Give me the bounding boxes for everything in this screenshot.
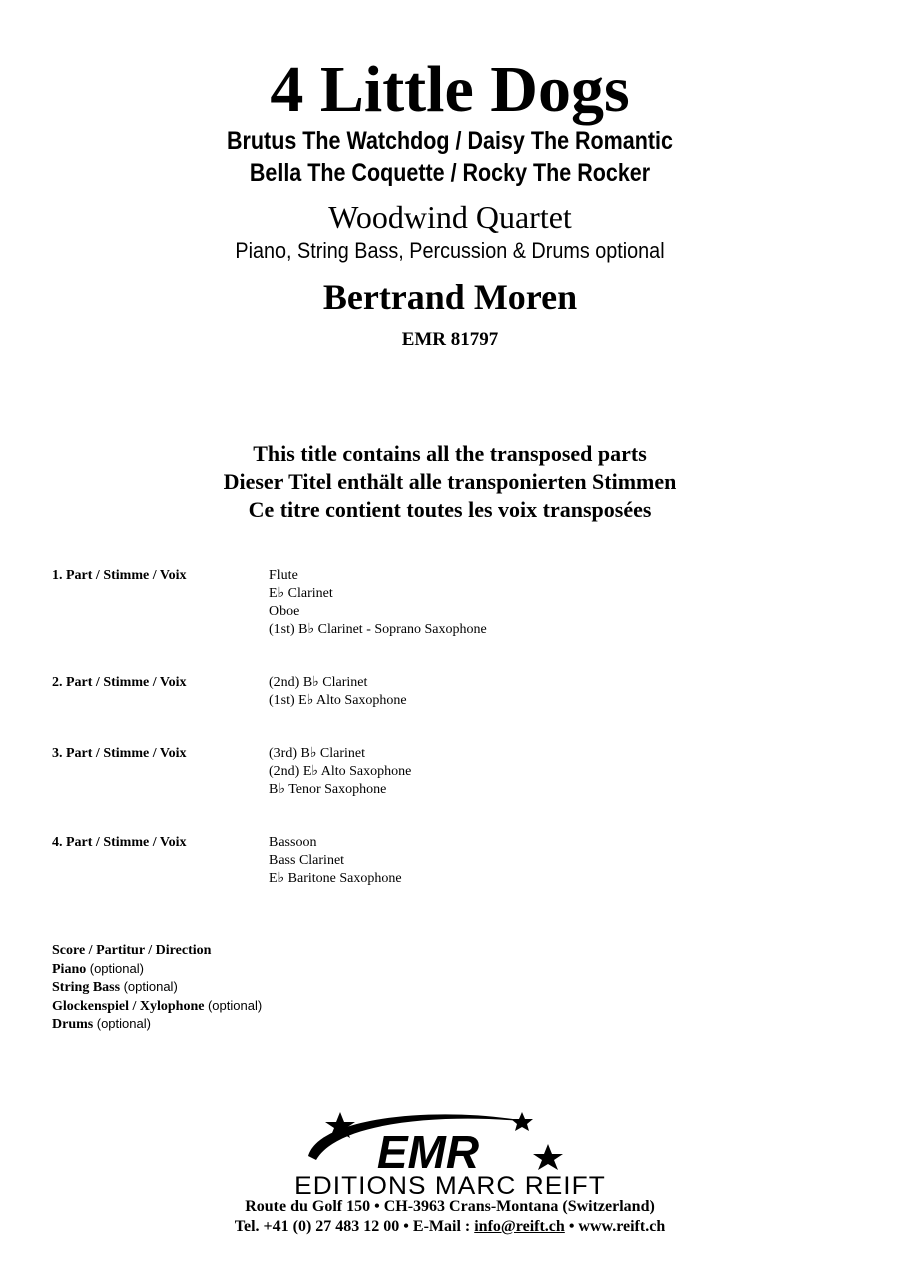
extra-item-note: (optional): [207, 997, 263, 1013]
instrument: Oboe: [269, 604, 300, 619]
instrument: (2nd) B♭ Clarinet: [269, 675, 368, 690]
score-label: Score / Partitur / Direction: [52, 943, 212, 958]
subtitle-line-2: Bella The Coquette / Rocky The Rocker: [249, 159, 651, 187]
email-link[interactable]: info@reift.ch: [474, 1218, 565, 1235]
emr-logo: [300, 1108, 570, 1178]
page-title: 4 Little Dogs: [270, 53, 630, 126]
instrument: E♭ Clarinet: [269, 586, 333, 601]
instrument: (3rd) B♭ Clarinet: [269, 746, 366, 761]
instrument: E♭ Baritone Saxophone: [269, 871, 402, 886]
extra-item: [52, 960, 262, 979]
part-3-label: 3. Part / Stimme / Voix: [52, 746, 187, 761]
part-2-label: 2. Part / Stimme / Voix: [52, 675, 187, 690]
extra-item: [52, 978, 262, 997]
instrument: (1st) E♭ Alto Saxophone: [269, 693, 407, 708]
part-3-instruments: [269, 745, 411, 799]
notice-english: This title contains all the transposed parts: [253, 441, 647, 466]
publisher-contact: [0, 1217, 900, 1237]
composer: Bertrand Moren: [322, 277, 578, 317]
instrument: Flute: [269, 568, 298, 583]
instrument: (1st) B♭ Clarinet - Soprano Saxophone: [269, 622, 487, 637]
extra-item-name: String Bass: [52, 980, 121, 995]
ensemble: Woodwind Quartet: [328, 199, 572, 235]
part-4-label: 4. Part / Stimme / Voix: [52, 835, 187, 850]
extra-item-name: Drums: [52, 1017, 94, 1032]
instrument: Bassoon: [269, 835, 317, 850]
publisher-address: Route du Golf 150 • CH-3963 Crans-Montana (Switzerland): [245, 1198, 655, 1215]
extra-item-name: Glockenspiel / Xylophone: [52, 998, 205, 1014]
optional-instruments: Piano, String Bass, Percussion & Drums optional: [235, 238, 665, 263]
extra-parts-list: [52, 942, 262, 1034]
extra-item: [52, 1015, 262, 1034]
notice-french: Ce titre contient toutes les voix transposées: [248, 497, 652, 522]
notice-german: Dieser Titel enthält alle transponierten Stimmen: [223, 469, 677, 494]
part-4-instruments: [269, 834, 402, 888]
contact-phone: Tel. +41 (0) 27 483 12 00 • E-Mail :: [234, 1218, 475, 1235]
part-2-instruments: [269, 674, 407, 710]
publisher-name: EDITIONS MARC REIFT: [294, 1172, 606, 1200]
part-1-label: 1. Part / Stimme / Voix: [52, 568, 187, 583]
extra-item-note: (optional): [123, 979, 178, 994]
part-1-instruments: [269, 567, 487, 639]
extra-item-note: (optional): [96, 1016, 151, 1031]
logo-text: EMR: [376, 1126, 480, 1178]
instrument: B♭ Tenor Saxophone: [269, 782, 387, 797]
extra-item-note: (optional): [89, 960, 144, 976]
instrument: (2nd) E♭ Alto Saxophone: [269, 764, 412, 779]
extra-item: [52, 997, 262, 1016]
catalog-number: EMR 81797: [401, 329, 499, 350]
instrument: Bass Clarinet: [269, 853, 345, 868]
contact-website: • www.reift.ch: [564, 1218, 666, 1235]
extra-item-name: Piano: [52, 961, 87, 977]
subtitle-line-1: Brutus The Watchdog / Daisy The Romantic: [227, 127, 673, 155]
